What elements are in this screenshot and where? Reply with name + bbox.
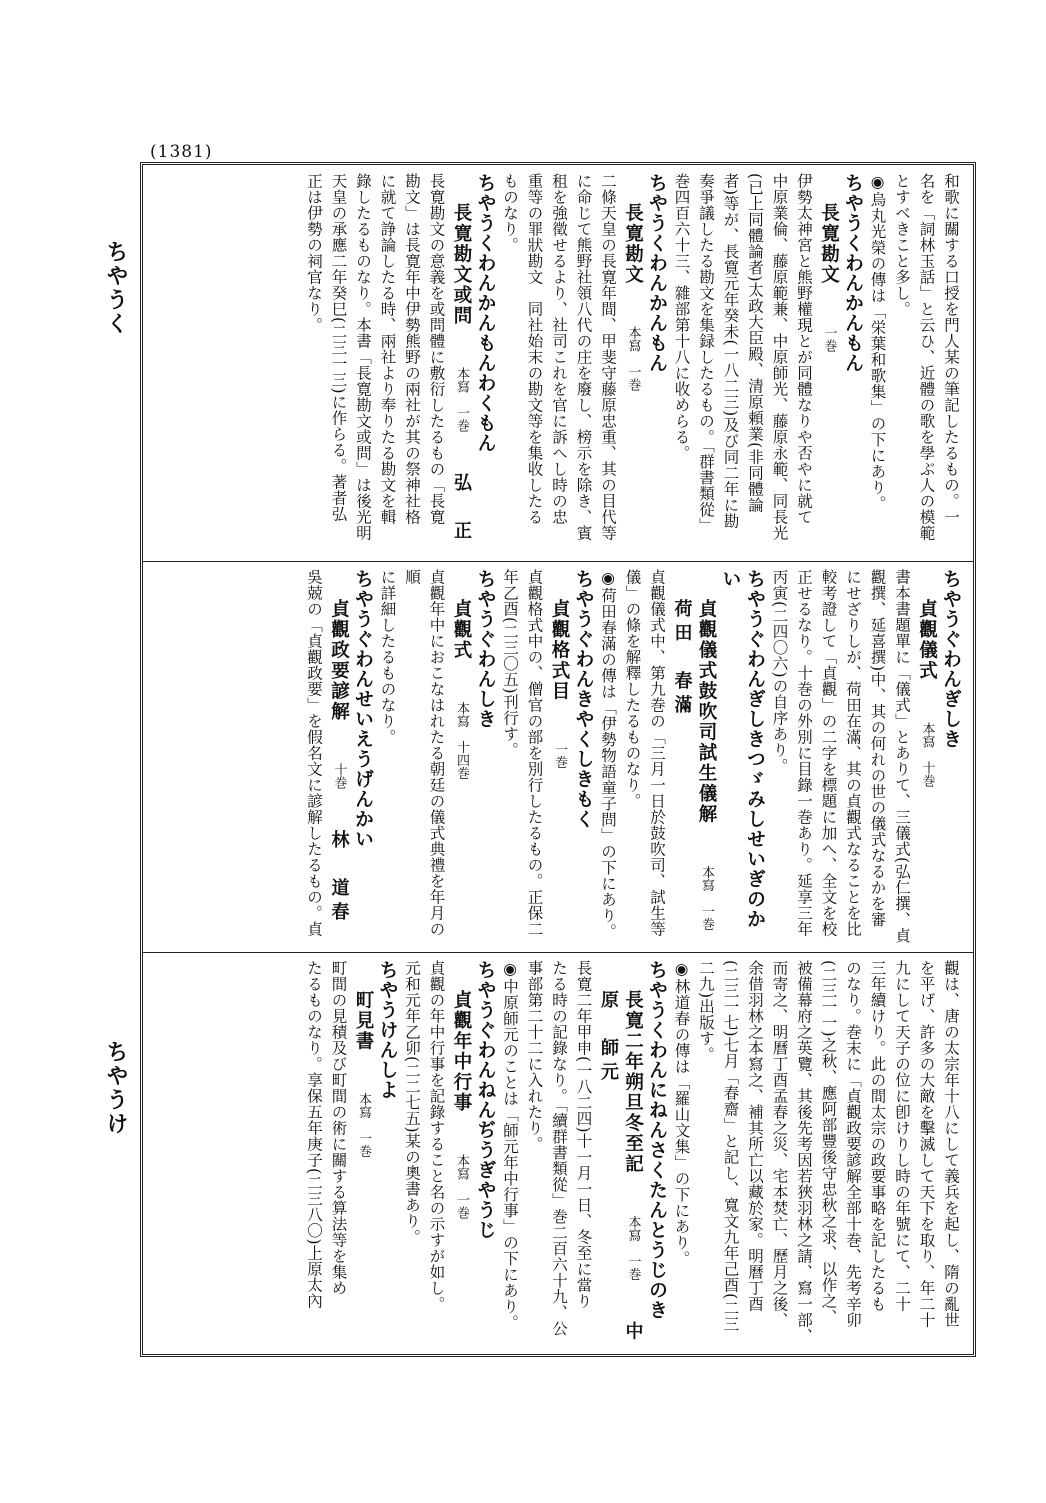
entry-title-line (620, 173, 645, 553)
entry-format: 本寫 十四巻 (454, 701, 469, 780)
body-text-line: 租を強徵せるより、社司これを官に訴へし時の忠 (550, 173, 568, 525)
entry-format: 本寫 一巻 (454, 366, 469, 432)
entry-reading: ちやうぐわんぎしきつゞみしせいぎのかい (719, 569, 766, 929)
thumb-index-top: ちやうく (103, 240, 128, 336)
body-text-line: たる時の記錄なり。「續群書類從」巻二百六十九、公 (550, 960, 568, 1337)
page-number: (1381) (150, 142, 213, 162)
entry-title-line (351, 960, 376, 1352)
body-text-line: 貞觀儀式中、第九巻の「三月一日於鼓吹司、試生等 (648, 569, 666, 937)
body-text-line: 年乙酉(二三〇五)刊行す。 (501, 569, 519, 759)
section-middle (153, 569, 963, 945)
entry-title-line (326, 569, 351, 945)
body-text-line: 和歌に關する口授を門人某の筆記したるもの。一 (942, 173, 960, 525)
body-text-line: 天皇の承應二年癸巳(二三一三)に作らる。著者弘 (329, 173, 348, 523)
entry-reading: ちやうくわんかんもんわくもん (474, 173, 497, 453)
section-top (153, 173, 963, 553)
body-text-line: 重等の罪狀勘文 同社始末の勘文等を集收したる (525, 173, 544, 525)
body-text-line: 町間の見積及び町間の術に關する算法等を集め (329, 960, 348, 1296)
body-text-line: 儀」の條を解釋したるものなり。 (623, 569, 642, 809)
body-text-line: に詳細したるものなり。 (378, 569, 397, 745)
entry-reading: ちやうくわんかんもん (646, 173, 668, 373)
entry-reading: ちやうくわんかんもん (842, 173, 864, 373)
entry-author: 弘 正 (451, 472, 472, 545)
entry-title: 長寛勘文或問 (451, 202, 472, 326)
body-text-line: 觀は、唐の太宗年十八にして義兵を起し、隋の亂世 (942, 960, 960, 1328)
entry-reading: ちやうぐわんせいえうげんかい (352, 569, 374, 849)
body-text-line: のなり。巻末に「貞觀政要諺解全部十巻、先考辛卯 (844, 960, 862, 1328)
body-text-line: 中原業倫、藤原範兼、中原師光、藤原永範、同長光 (770, 173, 789, 541)
body-text-line: 長寛勘文の意義を或問體に敷衍したるもの「長寛 (427, 173, 446, 525)
body-text-line: 較考證して「貞觀」の二字を標題に加へ、全文を校 (819, 569, 838, 937)
entry-format: 本寫 一巻 (699, 865, 714, 931)
entry-title: 貞觀政要諺解 (328, 598, 350, 722)
body-text-line: 二條天皇の長寛年間、甲斐守藤原忠重、其の目代等 (599, 173, 617, 541)
body-text-line: (已上同體論者)太政大臣殿、清原頼業(非同體論 (746, 173, 764, 513)
entry-format: 本寫 一巻 (356, 1092, 371, 1158)
body-text-line: ◉荷田春滿の傳は「伊勢物語童子問」の下にあり。 (599, 569, 617, 940)
entry-title: 長寛勘文 (622, 202, 644, 285)
body-text-line: 書本書題單に「儀式」とありて、三儀式(弘仁撰、貞 (893, 569, 911, 944)
entry-title-line (914, 569, 939, 945)
body-text-line: 丙寅(二四〇六)の自序あり。 (770, 569, 789, 775)
body-text-line: 余借羽林之本寫之、補其所亡以藏於家。明曆丁酉 (746, 960, 764, 1312)
body-text-line: 吳兢の「貞觀政要」を假名文に諺解したるもの。貞 (305, 569, 323, 937)
body-text-line: に命じて熊野社領八代の庄を廢し、榜示を除き、賓 (574, 173, 593, 541)
body-text-line: 被備幕府之英覽、其後先考因若狹羽林之請、寫一部、 (795, 960, 813, 1344)
body-text-line: 而寄之、明曆丁酉孟春之災、宅本焚亡、歷月之後、 (770, 960, 789, 1328)
entry-format: 本寫 一巻 (625, 325, 641, 391)
entry-title: 貞觀儀式 (916, 598, 938, 681)
entry-title-line (669, 569, 718, 945)
section-bottom (153, 960, 963, 1352)
body-text-line: 長寛二年甲申(一八二四)十一月一日、冬至に當り (574, 960, 593, 1310)
body-text-line: たるものなり。享保五年庚子(二三八〇)上原太內 (305, 960, 323, 1310)
entry-title-line (596, 960, 645, 1352)
body-text-line: 觀撰、延喜撰)中、其の何れの世の儀式なるかを審 (868, 569, 887, 928)
body-text-line: ◉中原師元のことは「師元年中行事」の下にあり。 (501, 960, 519, 1331)
body-text-line: 三年續けり。此の間太宗の政要事略を記したるも (868, 960, 887, 1312)
section-divider (143, 952, 973, 953)
body-text-line: 貞觀の年中行事を記錄すること名の示すが如し。 (427, 960, 446, 1312)
body-text-line: 元和元年乙卯(二二七五)某の奧書あり。 (403, 960, 421, 1246)
body-text-line: を平げ、許多の大敵を擊滅して天下を取り、年二十 (917, 960, 936, 1328)
entry-author: 荷田 春滿 (671, 598, 693, 719)
entry-format: 本寫 十巻 (919, 721, 935, 787)
body-text-line: 貞觀年中におこなはれたる朝廷の儀式典禮を年月の順 (403, 569, 446, 937)
body-text-line: ◉烏丸光榮の傳は「栄葉和歌集」の下にあり。 (868, 173, 887, 512)
entry-title-line (547, 569, 572, 945)
entry-title-line (449, 173, 474, 553)
entry-reading: ちやうぐわんきやくしきもく (572, 569, 595, 829)
entry-reading: ちやうぐわんしき (474, 569, 497, 729)
entry-title: 長寛二年朔旦冬至記 (622, 989, 644, 1175)
body-text-line: 巻四百六十三、雜部第十八に收めらる。 (672, 173, 691, 461)
section-divider (143, 561, 973, 562)
entry-format: 一巻 (821, 325, 837, 352)
body-text-line: ◉林道春の傳は「羅山文集」の下にあり。 (672, 960, 691, 1267)
entry-title-line (449, 960, 474, 1352)
page-frame (140, 162, 976, 1357)
body-text-line: 者)等が、長寛元年癸未(一八二三)及び同二年に勘 (721, 173, 740, 529)
entry-title: 貞觀年中行事 (451, 989, 472, 1113)
entry-reading: ちやうぐわんねんぢうぎやうじ (474, 960, 497, 1240)
body-text-line: 正せるなり。十巻の外別に目錄一巻あり。延享三年 (795, 569, 813, 937)
entry-title-line (449, 569, 474, 945)
body-text-line: 勘文」は長寛年中伊勢熊野の兩社が其の祭神社格 (403, 173, 421, 525)
entry-format: 本寫 一巻 (625, 1215, 641, 1281)
entry-format: 一巻 (552, 742, 567, 769)
body-text-line: (二三一一)之秋、應阿部豐後守忠秋之求、以作之、 (819, 960, 838, 1326)
body-text-line: ものなり。 (501, 173, 519, 253)
entry-author: 中原 師元 (598, 989, 644, 1346)
body-text-line: 九にして天子の位に卽けりし時の年號にて、二十 (893, 960, 911, 1312)
entry-format: 十巻 (331, 762, 347, 789)
body-text-line: にせざりしが、荷田在滿、其の貞觀式なることを比 (844, 569, 862, 937)
entry-title: 町見書 (353, 989, 374, 1052)
body-text-line: 正は伊勢の祠官なり。 (305, 173, 323, 333)
entry-title: 長寛勘文 (818, 202, 840, 285)
body-text-line: 奏爭議したる勘文を集録したるもの。「群書類從」 (697, 173, 715, 534)
body-text-line: 貞觀格式中の、僧官の部を別行したるもの。正保二 (525, 569, 544, 937)
body-text-line: 錄したるものなり。本書「長寛勘文或問」は後光明 (354, 173, 372, 541)
entry-title-line (816, 173, 841, 553)
entry-reading: ちやうくわんにねんさくたんとうじのき (646, 960, 668, 1320)
body-text-line: 二九)出版す。 (697, 960, 715, 1063)
entry-author: 林 道春 (328, 829, 350, 926)
entry-title: 貞觀儀式鼓吹司試生儀解 (696, 598, 717, 825)
body-text-line: 事部第二十二に入れたり。 (525, 960, 544, 1152)
body-text-line: (二三一七)七月「春齋」と記し、寬文九年己酉(二三 (721, 960, 740, 1332)
entry-title: 貞觀格式目 (549, 598, 570, 702)
body-text-line: に就て諍論したる時、兩社より奉りたる勘文を輯 (378, 173, 397, 525)
thumb-index-bottom: ちやうけ (103, 1040, 128, 1136)
body-text-line: 名を「詞林玉話」と云ひ、近體の歌を學ぶ人の模範 (917, 173, 936, 541)
entry-format: 本寫 一巻 (454, 1153, 469, 1219)
body-text-line: とすべきこと多し。 (893, 173, 911, 317)
entry-reading: ちやうけんしよ (376, 960, 399, 1100)
body-text-line: 伊勢太神宮と熊野權現とが同體なりや否やに就て (795, 173, 813, 525)
entry-reading: ちやうぐわんぎしき (940, 569, 962, 749)
entry-title: 貞觀式 (451, 598, 472, 661)
